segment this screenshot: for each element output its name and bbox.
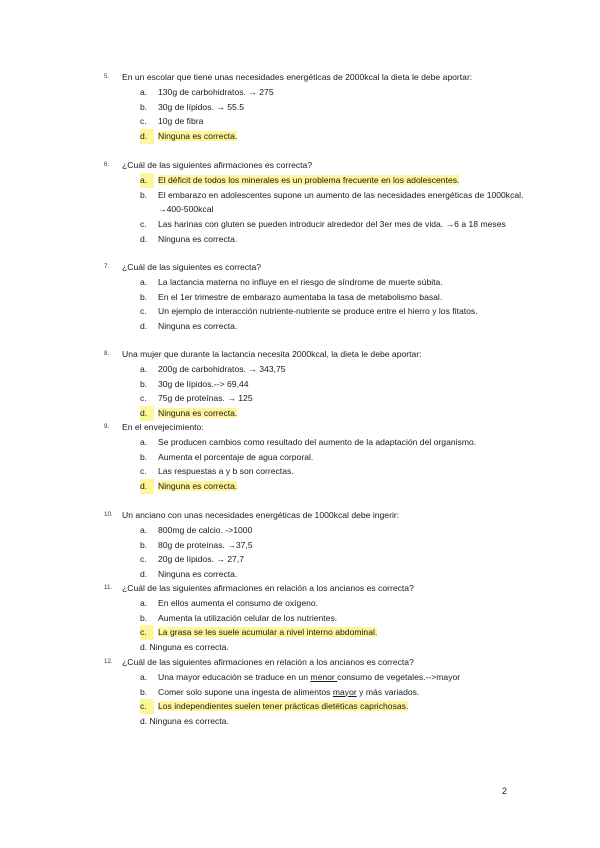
question-number: 6.: [104, 161, 110, 168]
question-text: Un anciano con unas necesidades energéticas de 1000kcal debe ingerir:: [122, 510, 400, 520]
option-text: 30g de lípidos. → 55.5: [158, 101, 244, 112]
option-text: La lactancia materna no influye en el riesgo de síndrome de muerte súbita.: [158, 276, 443, 287]
options-list: [140, 362, 544, 421]
option-text: 800mg de calcio. ->1000: [158, 524, 253, 535]
option-text: El embarazo en adolescentes supone un aumento de las necesidades energéticas de 1000kcal. →400-500kcal: [158, 189, 524, 215]
option-letter: b.: [140, 451, 148, 462]
option-text: Aumenta el porcentaje de agua corporal.: [158, 451, 314, 462]
option-b: [140, 450, 544, 465]
option-letter: c.: [140, 466, 147, 477]
option-a: [140, 85, 544, 100]
question-5: [104, 70, 544, 144]
option-text: En el 1er trimestre de embarazo aumentaba la tasa de metabolismo basal.: [158, 291, 443, 302]
question-number: 5.: [104, 73, 110, 80]
option-text-highlighted: Ninguna es correcta.: [158, 408, 238, 419]
option-letter: a.: [140, 276, 148, 287]
option-d: [140, 129, 544, 144]
option-c: [140, 625, 544, 640]
option-b: [140, 685, 544, 700]
question-7: [104, 260, 544, 334]
option-text: Se producen cambios como resultado del aumento de la adaptación del organismo.: [158, 436, 477, 447]
option-letter: c.: [140, 116, 147, 127]
option-text: Un ejemplo de interacción nutriente-nutriente se produce entre el hierro y los fitatos.: [158, 306, 478, 317]
question-8: [104, 347, 544, 421]
question-number: 12.: [104, 658, 113, 665]
option-letter: d.: [140, 321, 148, 332]
option-text: 20g de lípidos. → 27,7: [158, 554, 244, 565]
option-text-highlighted: El déficit de todos los minerales es un problema frecuente en los adolescentes.: [158, 174, 460, 185]
option-letter: b.: [140, 378, 148, 389]
option-text-highlighted: La grasa se les suele acumular a nivel interno abdominal.: [158, 627, 378, 638]
option-b: [140, 100, 544, 115]
option-a: [140, 670, 544, 685]
question-10: [104, 508, 544, 582]
option-text: d. Ninguna es correcta.: [140, 642, 229, 653]
option-c: [140, 552, 544, 567]
option-letter: c.: [140, 306, 147, 317]
option-letter: a.: [140, 363, 148, 374]
option-letter: b.: [140, 612, 148, 623]
option-letter: a.: [140, 436, 148, 447]
option-text-highlighted: Ninguna es correcta.: [158, 131, 238, 142]
option-text: Ninguna es correcta.: [158, 569, 238, 580]
option-letter: a.: [140, 597, 148, 608]
option-letter: a.: [140, 86, 148, 97]
option-a: [140, 435, 544, 450]
options-list: [140, 85, 544, 144]
option-text: 130g de carbohidratos. → 275: [158, 86, 274, 97]
option-a: [140, 362, 544, 377]
option-text-highlighted: Los independientes suelen tener prácticas dietéticas caprichosas.: [158, 701, 409, 712]
options-list: [140, 173, 544, 247]
option-c: [140, 304, 544, 319]
option-a: [140, 523, 544, 538]
options-list: [140, 275, 544, 334]
option-b: [140, 290, 544, 305]
question-number: 7.: [104, 263, 110, 270]
option-letter: a.: [140, 524, 148, 535]
question-number: 9.: [104, 423, 110, 430]
option-letter: d.: [140, 569, 148, 580]
question-text: ¿Cuál de las siguientes afirmaciones en relación a los ancianos es correcta?: [122, 583, 414, 593]
option-text: 30g de lípidos.--> 69,44: [158, 378, 249, 389]
option-text: 200g de carbohidratos. → 343,75: [158, 363, 286, 374]
option-letter: b.: [140, 189, 148, 200]
option-text: Las respuestas a y b son correctas.: [158, 466, 294, 477]
option-letter: b.: [140, 101, 148, 112]
option-c: [140, 114, 544, 129]
option-d: [140, 640, 544, 655]
option-letter: c.: [140, 699, 154, 714]
option-letter: c.: [140, 554, 147, 565]
option-letter: b.: [140, 686, 148, 697]
question-number: 10.: [104, 511, 113, 518]
option-d: [140, 232, 544, 247]
option-c: [140, 391, 544, 406]
question-text: Una mujer que durante la lactancia necesita 2000kcal, la dieta le debe aportar:: [122, 349, 422, 359]
option-c: [140, 699, 544, 714]
option-letter: b.: [140, 291, 148, 302]
option-letter: a.: [140, 173, 154, 188]
options-list: [140, 523, 544, 582]
option-letter: d.: [140, 479, 154, 494]
option-b: [140, 377, 544, 392]
question-text: ¿Cuál de las siguientes afirmaciones es correcta?: [122, 160, 313, 170]
option-d: [140, 567, 544, 582]
question-text: ¿Cuál de las siguientes es correcta?: [122, 262, 262, 272]
option-letter: b.: [140, 539, 148, 550]
question-number: 8.: [104, 350, 110, 357]
option-letter: a.: [140, 671, 148, 682]
underlined-word: menor: [310, 671, 338, 682]
option-a: [140, 596, 544, 611]
question-number: 11.: [104, 584, 113, 591]
option-b: [140, 538, 544, 553]
option-a: [140, 173, 544, 188]
option-d: [140, 319, 544, 334]
page-number: 2: [502, 786, 508, 796]
option-d: [140, 406, 544, 421]
option-text: 80g de proteínas. →37,5: [158, 539, 253, 550]
option-a: [140, 275, 544, 290]
option-letter: c.: [140, 393, 147, 404]
option-text: consumo de vegetales.-->mayor: [337, 671, 461, 682]
underlined-word: mayor: [332, 686, 357, 697]
option-letter: c.: [140, 219, 147, 230]
question-text: ¿Cuál de las siguientes afirmaciones en relación a los ancianos es correcta?: [122, 657, 414, 667]
question-6: [104, 158, 544, 247]
option-text: Las harinas con gluten se pueden introducir alrededor del 3er mes de vida. →6 a 18 meses: [158, 219, 506, 230]
option-text-highlighted: Ninguna es correcta.: [158, 481, 238, 492]
option-letter: c.: [140, 625, 154, 640]
option-text: En ellos aumenta el consumo de oxígeno.: [158, 597, 319, 608]
option-c: [140, 464, 544, 479]
option-text: Ninguna es correcta.: [158, 321, 238, 332]
option-letter: d.: [140, 129, 154, 144]
option-text: 75g de proteínas. → 125: [158, 393, 253, 404]
options-list: [140, 596, 544, 655]
option-text: Una mayor educación se traduce en un: [158, 671, 311, 682]
options-list: [140, 435, 544, 494]
option-c: [140, 217, 544, 232]
options-list: [140, 670, 544, 729]
option-b: [140, 188, 544, 218]
option-letter: d.: [140, 233, 148, 244]
question-11: [104, 581, 544, 655]
option-letter: d.: [140, 406, 154, 421]
question-12: [104, 655, 544, 729]
question-text: En un escolar que tiene unas necesidades energéticas de 2000kcal la dieta le debe aportar:: [122, 72, 473, 82]
option-text: Ninguna es correcta.: [158, 233, 238, 244]
question-9: [104, 420, 544, 494]
option-d: [140, 714, 544, 729]
option-d: [140, 479, 544, 494]
option-text: d. Ninguna es correcta.: [140, 716, 229, 727]
option-text: y más variados.: [356, 686, 420, 697]
option-text: Aumenta la utilización celular de los nutrientes.: [158, 612, 338, 623]
option-b: [140, 611, 544, 626]
question-text: En el envejecimiento:: [122, 422, 204, 432]
option-text: Comer solo supone una ingesta de alimentos: [158, 686, 333, 697]
option-text: 10g de fibra: [158, 116, 204, 127]
